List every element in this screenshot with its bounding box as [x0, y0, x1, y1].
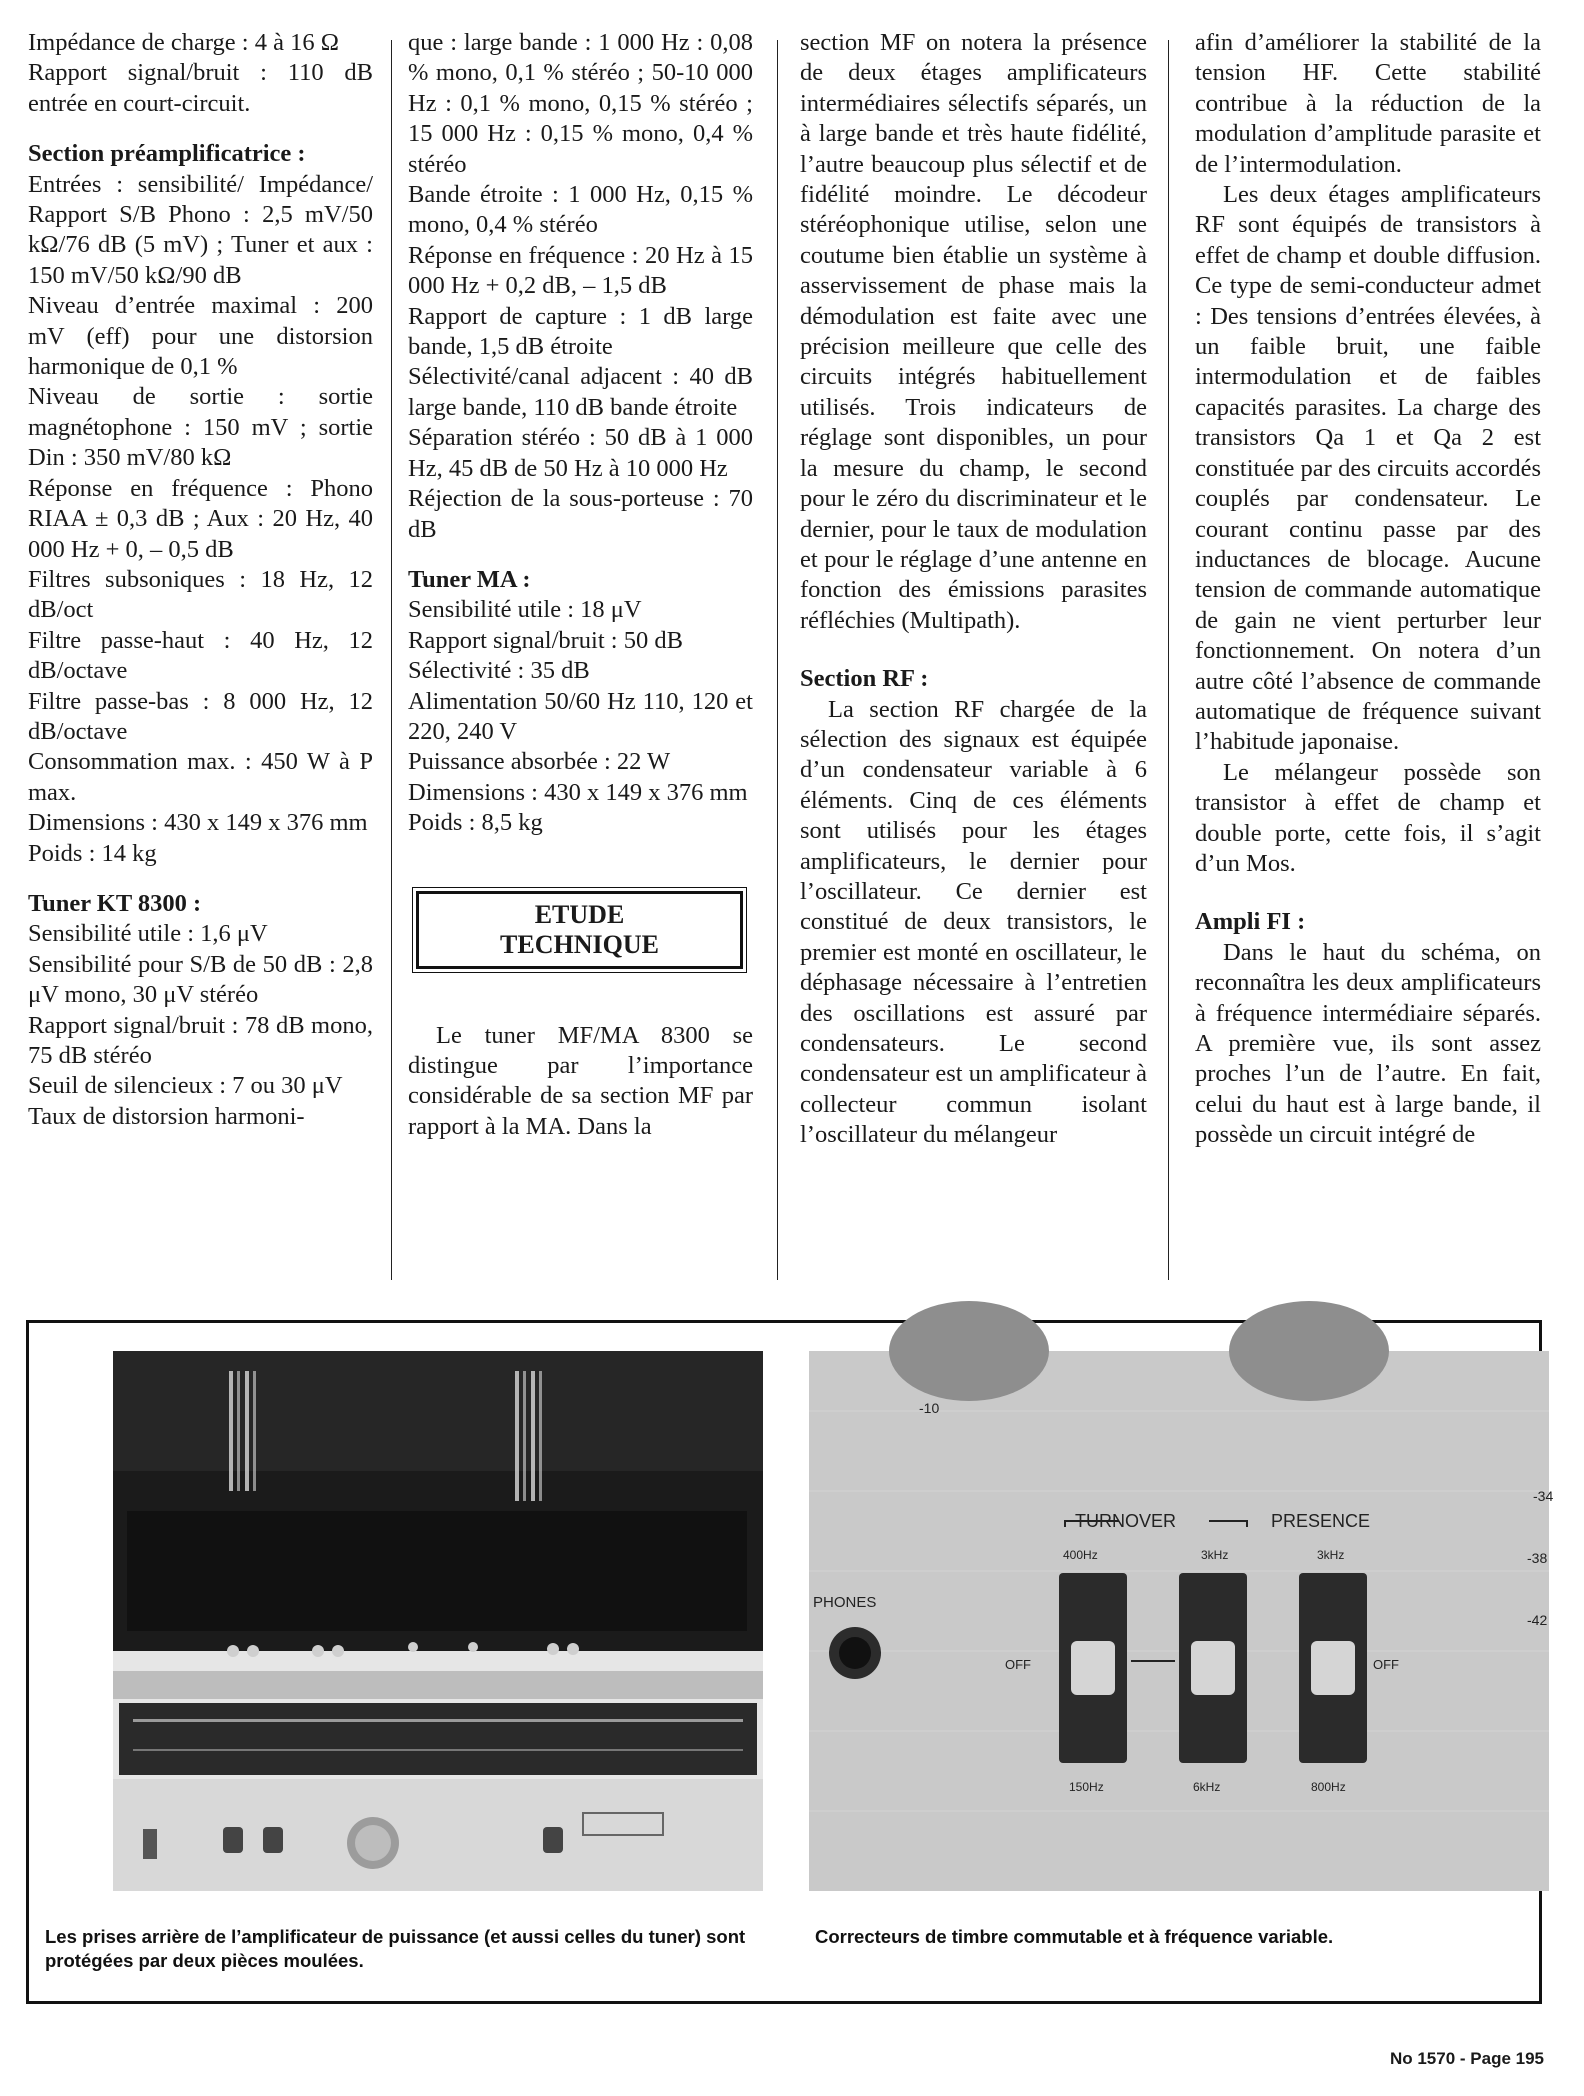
section-heading: Tuner KT 8300 :	[28, 889, 202, 917]
section-heading: Section préamplificatrice :	[28, 140, 306, 168]
body-paragraph: section MF on notera la présence de deux étages amplificateurs intermédiaires sélectifs séparés, un à large bande et très haute fidélité, l’autre beaucoup plus sélectif et de fidélité moindre. Le décodeur stéréophonique utilise, selon une coutume bien établie un système à asservissement de phase mais la démodulation est faite avec une précision meilleure que celle des circuits intégrés habituellement utilisés. Trois indicateurs de réglage sont disponibles, un pour la mesure du champ, le second pour le zéro du discriminateur et le dernier, pour le taux de modulation et pour le réglage d’une antenne en fonction des émissions parasites réfléchies (Multipath).	[800, 29, 1147, 634]
spec-line: Sélectivité : 35 dB	[408, 657, 590, 685]
column-rule	[777, 40, 778, 1280]
body-paragraph: Le tuner MF/MA 8300 se distingue par l’importance considérable de sa section MF par rapport à la MA. Dans la	[408, 1021, 753, 1140]
frequency-label: 800Hz	[1311, 1780, 1346, 1794]
column-rule	[1168, 40, 1169, 1280]
spec-line: Impédance de charge : 4 à 16 Ω	[28, 29, 339, 56]
spec-line: Rapport signal/bruit : 50 dB	[408, 626, 683, 654]
frequency-label: 3kHz	[1201, 1548, 1229, 1562]
body-paragraph: La section RF chargée de la sélection des signaux est équipée d’un condensateur variable à 6 éléments. Cinq de ces éléments sont utilisés pour les étages amplificateurs, le dernier pour l’oscillateur. Ce dernier est constitué de deux transistors, le premier est monté en oscillateur, le déphasage nécessaire à l’entretien des oscillations est assuré par condensateurs. Le second condensateur est un amplificateur à collecteur commun isolant l’oscillateur du mélangeur	[800, 695, 1147, 1149]
text-column-3	[800, 28, 1147, 1151]
frequency-label: 150Hz	[1069, 1780, 1104, 1794]
spec-line: Rapport signal/bruit : 110 dB entrée en court-circuit.	[28, 59, 373, 117]
spec-line: Réponse en fréquence : Phono RIAA ± 0,3 dB ; Aux : 20 Hz, 40 000 Hz + 0, – 0,5 dB	[28, 474, 373, 563]
frequency-label: 6kHz	[1193, 1780, 1221, 1794]
frequency-label: 400Hz	[1063, 1548, 1098, 1562]
text-column-2	[408, 28, 753, 1142]
spec-line: Séparation stéréo : 50 dB à 1 000 Hz, 45 dB de 50 Hz à 10 000 Hz	[408, 424, 753, 482]
scale-mark: -34	[1533, 1488, 1554, 1504]
spec-line: Seuil de silencieux : 7 ou 30 μV	[28, 1072, 343, 1100]
spec-line: Bande étroite : 1 000 Hz, 0,15 % mono, 0,4 % stéréo	[408, 181, 753, 239]
spec-line: Niveau de sortie : sortie magnétophone : 150 mV ; sortie Din : 350 mV/80 kΩ	[28, 383, 373, 472]
box-title-line: TECHNIQUE	[500, 929, 659, 959]
scale-mark: -10	[919, 1400, 940, 1416]
presence-label: PRESENCE	[1271, 1511, 1371, 1531]
figure-panel	[26, 1320, 1554, 2004]
section-heading: Tuner MA :	[408, 565, 531, 593]
section-heading: Section RF :	[800, 665, 929, 693]
spec-line: Dimensions : 430 x 149 x 376 mm	[408, 778, 748, 806]
spec-line: Rapport de capture : 1 dB large bande, 1,5 dB étroite	[408, 302, 753, 361]
frequency-label: 3kHz	[1317, 1548, 1345, 1562]
figure-caption-right: Correcteurs de timbre commutable et à fréquence variable.	[815, 1926, 1334, 1947]
body-paragraph: Les deux étages amplificateurs RF sont équipés de transistors à effet de champ et double diffusion. Ce type de semi-conducteur admet : Des tensions d’entrées élevées, à un faible bruit, une faible intermodulation et de faibles capacités parasites. La charge des transistors Qa 1 et Qa 2 est constituée par des circuits accordés couplés par condensateur. Le courant continu passe par des inductances de blocage. Aucune tension de commande automatique de gain ne vient perturber leur fonctionnement. On notera d’un autre côté l’absence de commande automatique de fréquence suivant l’habitude japonaise.	[1195, 181, 1541, 756]
spec-line: Poids : 8,5 kg	[408, 809, 543, 837]
figure-caption-left: Les prises arrière de l’amplificateur de puissance (et aussi celles du tuner) sont protégées par deux pièces moulées.	[45, 1926, 746, 1971]
spec-line: Réponse en fréquence : 20 Hz à 15 000 Hz + 0,2 dB, – 1,5 dB	[408, 241, 753, 300]
scale-mark: -38	[1527, 1550, 1548, 1566]
spec-line: Sensibilité pour S/B de 50 dB : 2,8 μV mono, 30 μV stéréo	[28, 950, 373, 1009]
tone-control-photo	[809, 1351, 1554, 1891]
spec-line: Filtre passe-bas : 8 000 Hz, 12 dB/octave	[28, 687, 373, 745]
body-paragraph: afin d’améliorer la stabilité de la tension HF. Cette stabilité contribue à la réduction de la modulation d’amplitude parasite et de l’intermodulation.	[1195, 29, 1541, 178]
body-paragraph: Dans le haut du schéma, on reconnaîtra les deux amplificateurs à fréquence intermédiaire séparés. A première vue, ils sont assez proches l’un de l’autre. En fait, celui du haut est à large bande, il possède un circuit intégré de	[1195, 938, 1541, 1149]
spec-line: Niveau d’entrée maximal : 200 mV (eff) pour une distorsion harmonique de 0,1 %	[28, 292, 373, 381]
phones-label: PHONES	[813, 1594, 877, 1611]
box-title-line: ETUDE	[534, 899, 625, 929]
tone-panel-illustration	[809, 1351, 1554, 1891]
spec-line: Puissance absorbée : 22 W	[408, 748, 671, 776]
off-label: OFF	[1373, 1657, 1399, 1672]
text-column-4	[1195, 28, 1541, 1151]
amplifier-illustration	[113, 1351, 763, 1891]
spec-line: Poids : 14 kg	[28, 839, 157, 867]
turnover-label: TURNOVER	[1075, 1511, 1177, 1531]
spec-line: Alimentation 50/60 Hz 110, 120 et 220, 240 V	[408, 687, 753, 745]
spec-line: Filtres subsoniques : 18 Hz, 12 dB/oct	[28, 565, 373, 624]
amplifier-photo	[113, 1351, 763, 1891]
off-label: OFF	[1005, 1657, 1031, 1672]
page-number: No 1570 - Page 195	[1389, 2049, 1544, 2068]
spec-line: Rapport signal/bruit : 78 dB mono, 75 dB stéréo	[28, 1011, 373, 1069]
spec-line: Réjection de la sous-porteuse : 70 dB	[408, 485, 753, 543]
spec-line: Entrées : sensibilité/ Impédance/ Rapport S/B Phono : 2,5 mV/50 kΩ/76 dB (5 mV) ; Tuner et aux : 150 mV/50 kΩ/90 dB	[28, 170, 373, 289]
spec-line: que : large bande : 1 000 Hz : 0,08 % mono, 0,1 % stéréo ; 50-10 000 Hz : 0,1 % mono, 0,15 % stéréo ; 15 000 Hz : 0,15 % mono, 0,4 % stéréo	[408, 29, 753, 178]
text-column-1	[28, 28, 373, 1132]
spec-line: Sensibilité utile : 1,6 μV	[28, 920, 268, 948]
spec-line: Consommation max. : 450 W à P max.	[28, 748, 373, 806]
spec-line: Sensibilité utile : 18 μV	[408, 596, 642, 624]
section-heading: Ampli FI :	[1195, 908, 1306, 936]
etude-technique-box	[416, 891, 743, 969]
body-paragraph: Le mélangeur possède son transistor à effet de champ et double porte, cette fois, il s’agit d’un Mos.	[1195, 758, 1541, 877]
column-rule	[391, 40, 392, 1280]
spec-line: Filtre passe-haut : 40 Hz, 12 dB/octave	[28, 626, 373, 685]
spec-line: Sélectivité/canal adjacent : 40 dB large bande, 110 dB bande étroite	[408, 363, 753, 421]
scale-mark: -42	[1527, 1612, 1548, 1628]
spec-line: Taux de distorsion harmoni-	[28, 1102, 305, 1130]
spec-line: Dimensions : 430 x 149 x 376 mm	[28, 809, 368, 837]
